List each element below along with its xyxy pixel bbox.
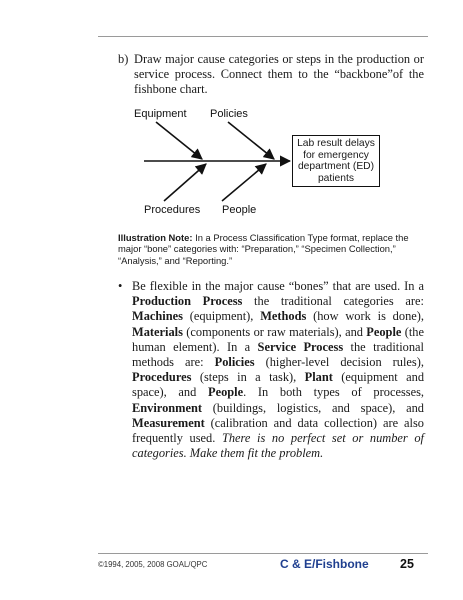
segment: Policies	[214, 355, 255, 370]
top-rule	[98, 36, 428, 37]
bone-policies	[228, 122, 274, 159]
segment: Be flexible in the major cause “bones” that are used. In a	[132, 279, 424, 293]
category-policies: Policies	[210, 108, 248, 120]
segment: There is no perfect set or number of categories. Make them fit the problem.	[132, 431, 424, 461]
segment: (equipment and space), and	[132, 370, 425, 400]
fishbone-diagram	[118, 106, 428, 221]
running-head: C & E/Fishbone	[280, 557, 369, 571]
segment: the traditional methods are:	[132, 339, 424, 370]
segment: People	[366, 324, 402, 339]
category-people: People	[222, 204, 257, 216]
bone-equipment	[156, 122, 202, 159]
illustration-note	[118, 232, 424, 266]
segment: (components or raw materials), and	[182, 324, 367, 339]
segment: (higher-level decision rules),	[254, 355, 424, 370]
effect-text: Lab result delays for emergency department (ED) patients	[297, 138, 375, 184]
segment: Machines	[132, 309, 183, 324]
segment: the traditional categories are:	[242, 294, 424, 309]
page-number: 25	[400, 557, 414, 571]
bone-procedures	[164, 164, 206, 201]
bottom-rule	[98, 553, 428, 554]
bullet-paragraph	[118, 279, 424, 461]
category-procedures: Procedures	[144, 204, 201, 216]
segment: . In both types of processes,	[243, 385, 425, 400]
step-marker: b)	[118, 52, 129, 66]
segment: Production Process	[132, 294, 243, 309]
segment: (the human element). In a	[132, 324, 424, 354]
segment: (steps in a task),	[191, 370, 305, 385]
segment: Materials	[132, 324, 183, 339]
segment: Plant	[304, 370, 333, 385]
step-text: Draw major cause categories or steps in the production or service process. Connect them to the “backbone”of the fishbone chart.	[134, 52, 424, 96]
bullet-text	[132, 279, 424, 461]
segment: Environment	[132, 400, 202, 415]
segment: Procedures	[132, 370, 192, 385]
step-b	[118, 52, 424, 97]
segment: Service Process	[257, 339, 344, 354]
segment: (buildings, logistics, and space), and	[202, 400, 424, 415]
bullet-symbol: •	[118, 279, 123, 293]
note-text: In a Process Classification Type format, replace the major “bone” categories with: “Preparation,” “Specimen Collection,” “Analysis,” and “Reporting.”	[118, 232, 409, 266]
effect-box	[292, 135, 380, 187]
copyright: ©1994, 2005, 2008 GOAL/QPC	[98, 560, 208, 569]
note-label: Illustration Note:	[118, 232, 193, 243]
segment: (calibration and data collection) are also frequently used.	[132, 415, 424, 446]
bone-people	[222, 164, 266, 201]
segment: People	[208, 385, 244, 400]
segment: Methods	[260, 309, 307, 324]
segment: (how work is done),	[306, 309, 424, 324]
segment: (equipment),	[182, 309, 261, 324]
segment: Measurement	[132, 415, 205, 430]
category-equipment: Equipment	[134, 108, 187, 120]
